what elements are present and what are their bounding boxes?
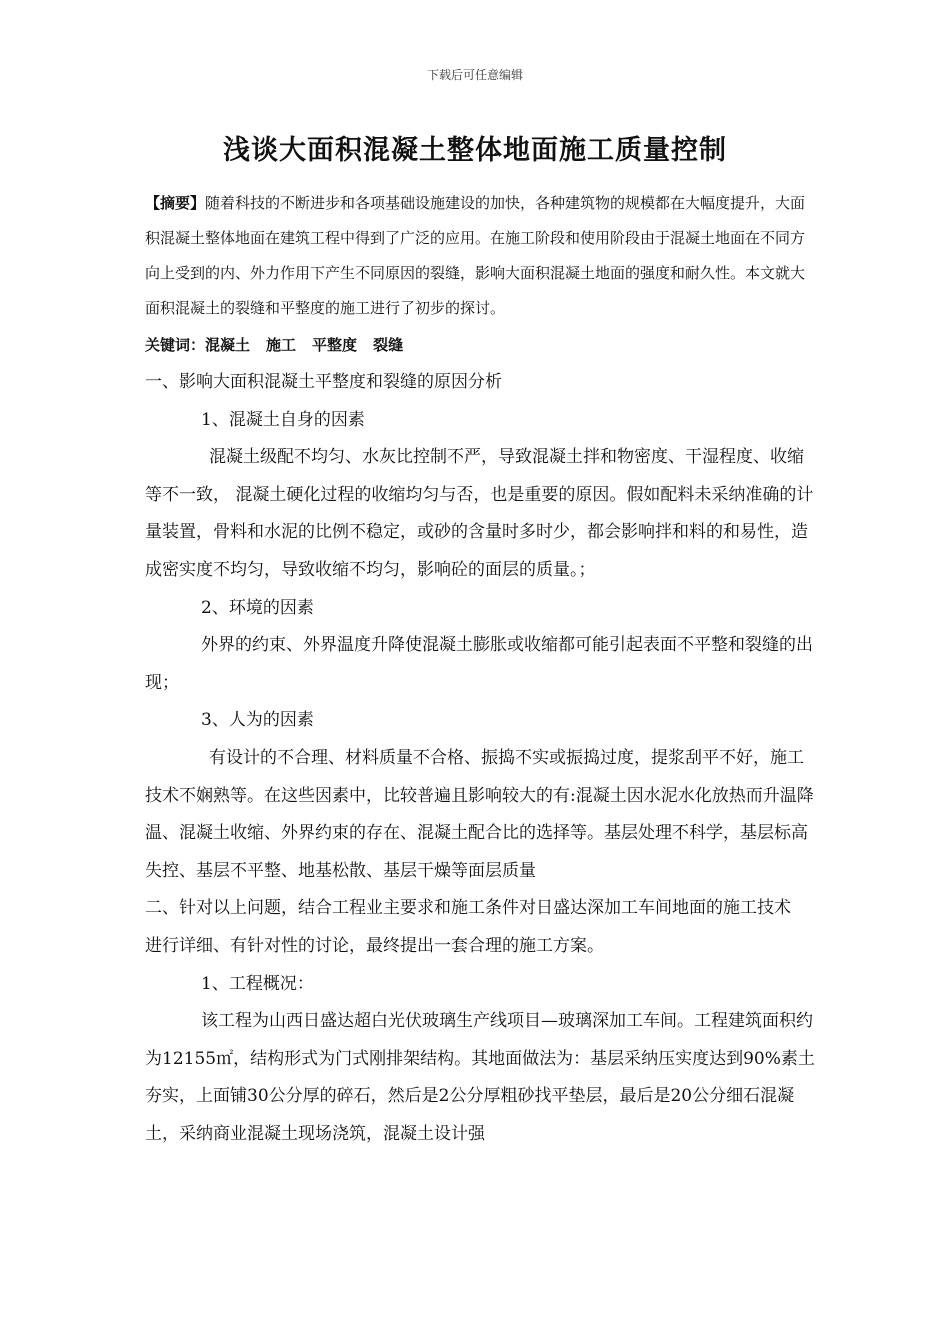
abstract-label: 【摘要】	[145, 194, 206, 212]
document-body	[145, 364, 815, 1153]
section-heading: 一、影响大面积混凝土平整度和裂缝的原因分析	[145, 372, 502, 392]
subsection-heading: 1、工程概况：	[201, 973, 314, 994]
section-heading: 二、针对以上问题，结合工程业主要求和施工条件对日盛达深加工车间地面的施工技术进行详细、有针对性的讨论，最终提出一套合理的施工方案。	[145, 898, 791, 956]
abstract-text: 随着科技的不断进步和各项基础设施建设的加快，各种建筑物的规模都在大幅度提升，大面积混凝土整体地面在建筑工程中得到了广泛的应用。在施工阶段和使用阶段由于混凝土地面在不同方向上受到的内、外力作用下产生不同原因的裂缝，影响大面积混凝土地面的强度和耐久性。本文就大面积混凝土的裂缝和平整度的施工进行了初步的探讨。	[145, 194, 806, 317]
paragraph: 有设计的不合理、材料质量不合格、振捣不实或振捣过度，提浆刮平不好，施工技术不娴熟等。在这些因素中，比较普遍且影响较大的有:混凝土因水泥水化放热而升温降温、混凝土收缩、外界约束的存在、混凝土配合比的选择等。基层处理不科学，基层标高失控、基层不平整、地基松散、基层干燥等面层质量	[145, 747, 814, 881]
paragraph: 外界的约束、外界温度升降使混凝土膨胀或收缩都可能引起表面不平整和裂缝的出现；	[145, 635, 813, 693]
header-note: 下载后可任意编辑	[426, 68, 523, 82]
paragraph: 该工程为山西日盛达超白光伏玻璃生产线项目—玻璃深加工车间。工程建筑面积约为12155㎡，结构形式为门式刚排架结构。其地面做法为：基层采纳压实度达到90%素土夯实，上面铺30公分厚的碎石，然后是2公分厚粗砂找平垫层，最后是20公分细石混凝土，采纳商业混凝土现场浇筑，混凝土设计强	[145, 1011, 815, 1144]
keyword: 平整度	[312, 336, 358, 354]
subsection-heading: 2、环境的因素	[201, 597, 314, 618]
keyword: 裂缝	[373, 336, 404, 354]
keywords	[145, 334, 419, 355]
subsection-heading: 3、人为的因素	[201, 710, 314, 731]
keyword: 施工	[266, 336, 297, 354]
subsection-heading: 1、混凝土自身的因素	[201, 409, 365, 430]
keyword: 混凝土	[205, 336, 251, 354]
abstract	[145, 186, 810, 326]
document-title: 浅谈大面积混凝土整体地面施工质量控制	[223, 135, 727, 166]
keywords-label: 关键词：	[145, 336, 206, 354]
paragraph: 混凝土级配不均匀、水灰比控制不严，导致混凝土拌和物密度、干湿程度、收缩等不一致， 混凝土硬化过程的收缩均匀与否，也是重要的原因。假如配料未采纳准确的计量装置，骨料和水泥的比例不稳定，或砂的含量时多时少，都会影响拌和料的和易性，造成密实度不均匀，导致收缩不均匀，影响砼的面层的质量。；	[145, 447, 814, 580]
